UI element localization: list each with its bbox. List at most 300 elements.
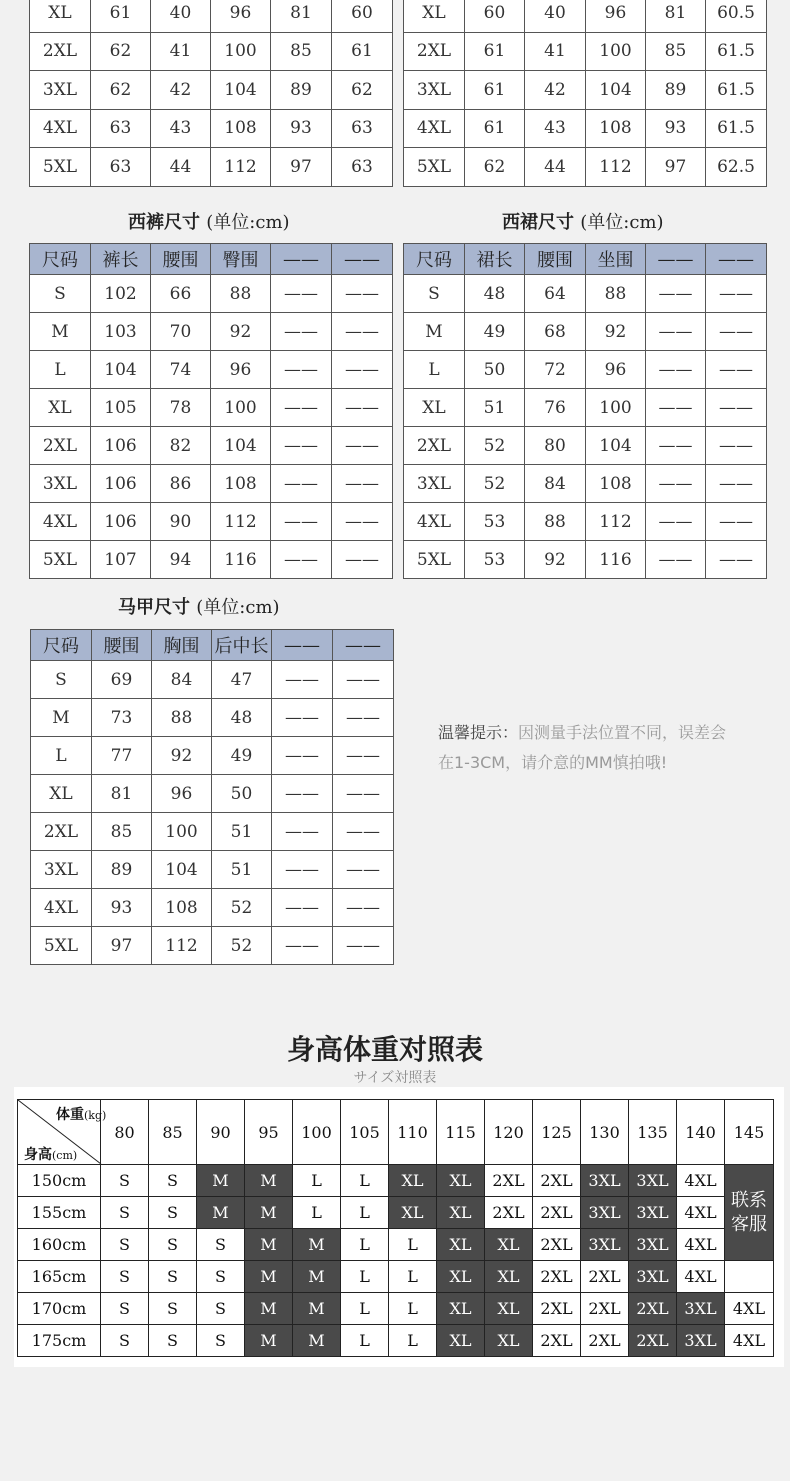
skirt-title-unit: (单位:cm) bbox=[580, 212, 664, 233]
measure-cell: —— bbox=[706, 313, 767, 351]
measure-cell: 96 bbox=[211, 351, 271, 389]
column-header: 胸围 bbox=[152, 630, 212, 661]
measure-cell: —— bbox=[706, 351, 767, 389]
size-recommendation-cell: 3XL bbox=[629, 1261, 677, 1293]
measure-cell: 49 bbox=[465, 313, 525, 351]
size-recommendation-cell: XL bbox=[437, 1197, 485, 1229]
measure-cell: 40 bbox=[151, 0, 211, 32]
size-cell: 4XL bbox=[404, 503, 465, 541]
size-cell: 3XL bbox=[30, 465, 91, 503]
measure-cell: 63 bbox=[91, 148, 151, 187]
table-row bbox=[31, 775, 394, 813]
size-cell: 5XL bbox=[404, 541, 465, 579]
size-recommendation-cell: XL bbox=[437, 1325, 485, 1357]
table-row bbox=[30, 465, 393, 503]
size-recommendation-cell: 3XL bbox=[629, 1165, 677, 1197]
weight-header-cell: 135 bbox=[629, 1100, 677, 1165]
size-cell: 2XL bbox=[404, 427, 465, 465]
size-recommendation-cell: M bbox=[245, 1165, 293, 1197]
measure-cell: 89 bbox=[92, 851, 152, 889]
size-cell: S bbox=[31, 661, 92, 699]
size-cell: M bbox=[30, 313, 91, 351]
measure-cell: 49 bbox=[212, 737, 272, 775]
measure-cell: —— bbox=[332, 427, 393, 465]
size-recommendation-cell: 3XL bbox=[677, 1293, 725, 1325]
measure-cell: 104 bbox=[586, 71, 646, 110]
table-row bbox=[30, 71, 393, 110]
measure-cell: 88 bbox=[211, 275, 271, 313]
measure-cell: 96 bbox=[211, 0, 271, 32]
size-recommendation-cell: 2XL bbox=[533, 1165, 581, 1197]
size-recommendation-cell: 2XL bbox=[581, 1293, 629, 1325]
vest-title-unit: (单位:cm) bbox=[196, 597, 280, 618]
height-axis-label bbox=[24, 1144, 77, 1164]
size-cell: XL bbox=[30, 389, 91, 427]
size-cell: XL bbox=[30, 0, 91, 32]
size-recommendation-cell: S bbox=[101, 1165, 149, 1197]
size-cell: 5XL bbox=[404, 148, 465, 187]
table-row bbox=[31, 813, 394, 851]
weight-header-cell: 105 bbox=[341, 1100, 389, 1165]
measure-cell: 100 bbox=[586, 389, 646, 427]
measure-cell: —— bbox=[646, 389, 706, 427]
measure-cell: —— bbox=[332, 389, 393, 427]
measure-cell: 62 bbox=[465, 148, 525, 187]
size-cell: 3XL bbox=[404, 465, 465, 503]
table-row bbox=[404, 389, 767, 427]
measure-cell: 104 bbox=[211, 427, 271, 465]
vest-size-table bbox=[30, 629, 394, 965]
table-row bbox=[404, 313, 767, 351]
measure-cell: —— bbox=[332, 465, 393, 503]
measure-cell: —— bbox=[646, 541, 706, 579]
pants-size-table-body bbox=[30, 244, 393, 579]
height-row bbox=[18, 1293, 774, 1325]
measure-cell: 97 bbox=[92, 927, 152, 965]
measure-cell: 74 bbox=[151, 351, 211, 389]
column-header: 坐围 bbox=[586, 244, 646, 275]
size-recommendation-cell: S bbox=[149, 1325, 197, 1357]
table-row bbox=[404, 109, 767, 148]
measure-cell: 61 bbox=[332, 32, 393, 71]
measure-cell: 61.5 bbox=[706, 32, 767, 71]
size-recommendation-cell: M bbox=[293, 1325, 341, 1357]
measure-cell: —— bbox=[646, 503, 706, 541]
height-row bbox=[18, 1325, 774, 1357]
skirt-title-text: 西裙尺寸 bbox=[502, 212, 574, 233]
measure-cell: 70 bbox=[151, 313, 211, 351]
contact-service-cell: 联系客服 bbox=[725, 1165, 774, 1261]
measure-cell: 102 bbox=[91, 275, 151, 313]
measure-cell: —— bbox=[272, 737, 333, 775]
measure-cell: 63 bbox=[91, 109, 151, 148]
height-cell: 175cm bbox=[18, 1325, 101, 1357]
measure-cell: 77 bbox=[92, 737, 152, 775]
measure-cell: 97 bbox=[271, 148, 332, 187]
measure-cell: 108 bbox=[211, 465, 271, 503]
measure-cell: —— bbox=[271, 541, 332, 579]
measure-cell: 53 bbox=[465, 541, 525, 579]
measure-cell: 48 bbox=[212, 699, 272, 737]
size-recommendation-cell: S bbox=[101, 1325, 149, 1357]
size-recommendation-cell: 4XL bbox=[677, 1197, 725, 1229]
measure-cell: 106 bbox=[91, 427, 151, 465]
measure-cell: 53 bbox=[465, 503, 525, 541]
measure-cell: 80 bbox=[525, 427, 586, 465]
measure-cell: 108 bbox=[586, 109, 646, 148]
measure-cell: —— bbox=[271, 275, 332, 313]
size-recommendation-cell: M bbox=[245, 1325, 293, 1357]
measure-cell: 88 bbox=[525, 503, 586, 541]
size-cell: 2XL bbox=[30, 427, 91, 465]
measure-cell: 96 bbox=[586, 351, 646, 389]
measure-cell: 93 bbox=[92, 889, 152, 927]
size-recommendation-cell: 4XL bbox=[677, 1261, 725, 1293]
measure-cell: 63 bbox=[332, 109, 393, 148]
table-row bbox=[404, 465, 767, 503]
size-recommendation-cell: S bbox=[197, 1293, 245, 1325]
measure-cell: 112 bbox=[211, 148, 271, 187]
height-weight-table bbox=[17, 1099, 774, 1357]
measure-cell: —— bbox=[646, 351, 706, 389]
column-header: —— bbox=[332, 244, 393, 275]
measure-cell: 100 bbox=[152, 813, 212, 851]
measure-cell: —— bbox=[271, 313, 332, 351]
weight-header-cell: 85 bbox=[149, 1100, 197, 1165]
size-recommendation-cell: 2XL bbox=[629, 1325, 677, 1357]
size-cell: M bbox=[31, 699, 92, 737]
table-row bbox=[31, 699, 394, 737]
size-recommendation-cell: S bbox=[197, 1325, 245, 1357]
size-recommendation-cell: 2XL bbox=[485, 1165, 533, 1197]
measure-cell: —— bbox=[706, 389, 767, 427]
weight-label: 体重 bbox=[56, 1107, 84, 1123]
column-header: —— bbox=[272, 630, 333, 661]
weight-header-cell: 130 bbox=[581, 1100, 629, 1165]
measure-cell: 85 bbox=[271, 32, 332, 71]
size-recommendation-cell: M bbox=[245, 1293, 293, 1325]
measure-cell: —— bbox=[271, 351, 332, 389]
table-row bbox=[404, 351, 767, 389]
size-recommendation-cell: S bbox=[149, 1197, 197, 1229]
measure-cell: 81 bbox=[646, 0, 706, 32]
pants-size-table bbox=[29, 243, 393, 579]
size-recommendation-cell: XL bbox=[485, 1325, 533, 1357]
size-recommendation-cell: 4XL bbox=[677, 1165, 725, 1197]
measure-cell: 52 bbox=[465, 427, 525, 465]
column-header: 后中长 bbox=[212, 630, 272, 661]
measure-cell: 40 bbox=[525, 0, 586, 32]
size-cell: 3XL bbox=[30, 71, 91, 110]
size-cell: 3XL bbox=[31, 851, 92, 889]
measure-cell: —— bbox=[646, 465, 706, 503]
weight-header-cell: 125 bbox=[533, 1100, 581, 1165]
measure-cell: —— bbox=[646, 427, 706, 465]
size-cell: XL bbox=[31, 775, 92, 813]
size-cell: 5XL bbox=[30, 148, 91, 187]
size-recommendation-cell: L bbox=[293, 1197, 341, 1229]
measure-cell: 60 bbox=[332, 0, 393, 32]
size-recommendation-cell: S bbox=[101, 1197, 149, 1229]
size-cell: 2XL bbox=[31, 813, 92, 851]
measure-cell: 43 bbox=[151, 109, 211, 148]
measure-cell: 73 bbox=[92, 699, 152, 737]
measure-cell: 50 bbox=[212, 775, 272, 813]
column-header: 裤长 bbox=[91, 244, 151, 275]
size-cell: L bbox=[30, 351, 91, 389]
measure-cell: 66 bbox=[151, 275, 211, 313]
size-recommendation-cell: 3XL bbox=[581, 1197, 629, 1229]
weight-header-cell: 110 bbox=[389, 1100, 437, 1165]
measure-cell: 108 bbox=[586, 465, 646, 503]
table-row bbox=[31, 889, 394, 927]
height-cell: 150cm bbox=[18, 1165, 101, 1197]
size-recommendation-cell: S bbox=[149, 1293, 197, 1325]
size-chart-subtitle: サイズ対照表 bbox=[353, 1070, 437, 1086]
table-row bbox=[30, 32, 393, 71]
measure-cell: 62 bbox=[91, 32, 151, 71]
size-recommendation-cell: M bbox=[293, 1261, 341, 1293]
measure-cell: 112 bbox=[586, 503, 646, 541]
weight-header-cell: 95 bbox=[245, 1100, 293, 1165]
height-label: 身高 bbox=[24, 1147, 52, 1163]
column-header: 腰围 bbox=[151, 244, 211, 275]
size-cell: 2XL bbox=[404, 32, 465, 71]
measure-cell: —— bbox=[333, 851, 394, 889]
column-header: 尺码 bbox=[404, 244, 465, 275]
measure-cell: 90 bbox=[151, 503, 211, 541]
weight-header-cell: 120 bbox=[485, 1100, 533, 1165]
size-recommendation-cell: S bbox=[149, 1165, 197, 1197]
size-recommendation-cell: XL bbox=[437, 1229, 485, 1261]
measure-cell: 60.5 bbox=[706, 0, 767, 32]
size-recommendation-cell: XL bbox=[437, 1293, 485, 1325]
measure-cell: 64 bbox=[525, 275, 586, 313]
size-recommendation-cell: L bbox=[341, 1197, 389, 1229]
size-cell: 5XL bbox=[30, 541, 91, 579]
tip-text: 因测量手法位置不同，误差会在1-3CM，请介意的MM慎拍哦! bbox=[438, 723, 727, 772]
size-recommendation-cell: L bbox=[389, 1261, 437, 1293]
measure-cell: 61 bbox=[465, 32, 525, 71]
size-recommendation-cell: L bbox=[341, 1261, 389, 1293]
coat-size-table-body bbox=[404, 0, 767, 186]
measure-cell: 104 bbox=[211, 71, 271, 110]
size-recommendation-cell: 2XL bbox=[581, 1325, 629, 1357]
weight-header-row bbox=[18, 1100, 774, 1165]
measure-cell: 52 bbox=[465, 465, 525, 503]
size-recommendation-cell: 4XL bbox=[725, 1325, 774, 1357]
table-row bbox=[404, 427, 767, 465]
pants-title-text: 西裤尺寸 bbox=[128, 212, 200, 233]
size-recommendation-cell: L bbox=[389, 1293, 437, 1325]
size-recommendation-cell: XL bbox=[485, 1293, 533, 1325]
size-recommendation-cell: S bbox=[149, 1261, 197, 1293]
measure-cell: 88 bbox=[586, 275, 646, 313]
table-row bbox=[404, 541, 767, 579]
table-row bbox=[31, 661, 394, 699]
table-row bbox=[30, 148, 393, 187]
height-row bbox=[18, 1229, 774, 1261]
measure-cell: —— bbox=[272, 775, 333, 813]
measure-cell: —— bbox=[706, 275, 767, 313]
size-recommendation-cell: S bbox=[149, 1229, 197, 1261]
size-cell: S bbox=[30, 275, 91, 313]
measure-cell: 89 bbox=[646, 71, 706, 110]
table-row bbox=[31, 737, 394, 775]
table-row bbox=[30, 0, 393, 32]
measure-cell: —— bbox=[706, 427, 767, 465]
measure-cell: 44 bbox=[151, 148, 211, 187]
coat-size-table bbox=[403, 0, 767, 187]
size-recommendation-cell: 2XL bbox=[533, 1261, 581, 1293]
measure-cell: 100 bbox=[586, 32, 646, 71]
weight-unit: (kg) bbox=[84, 1109, 107, 1122]
measure-cell: 97 bbox=[646, 148, 706, 187]
measure-cell: 51 bbox=[212, 813, 272, 851]
measure-cell: —— bbox=[706, 503, 767, 541]
size-recommendation-cell: XL bbox=[437, 1261, 485, 1293]
size-recommendation-cell: M bbox=[245, 1197, 293, 1229]
table-row bbox=[31, 851, 394, 889]
weight-header-cell: 80 bbox=[101, 1100, 149, 1165]
measure-cell: —— bbox=[272, 851, 333, 889]
size-recommendation-cell: L bbox=[341, 1293, 389, 1325]
measure-cell: 43 bbox=[525, 109, 586, 148]
measure-cell: —— bbox=[271, 389, 332, 427]
measure-cell: 100 bbox=[211, 32, 271, 71]
height-unit: (cm) bbox=[52, 1149, 78, 1162]
measure-cell: 63 bbox=[332, 148, 393, 187]
column-header: 裙长 bbox=[465, 244, 525, 275]
measurement-tip bbox=[438, 718, 738, 778]
measure-cell: 42 bbox=[151, 71, 211, 110]
measure-cell: —— bbox=[332, 275, 393, 313]
size-chart-title: 身高体重对照表 bbox=[286, 1033, 483, 1066]
table-row bbox=[30, 427, 393, 465]
height-row bbox=[18, 1197, 774, 1229]
size-cell: 4XL bbox=[30, 503, 91, 541]
measure-cell: 51 bbox=[465, 389, 525, 427]
size-recommendation-cell: XL bbox=[389, 1197, 437, 1229]
measure-cell: —— bbox=[646, 275, 706, 313]
measure-cell: 62 bbox=[91, 71, 151, 110]
measure-cell: 52 bbox=[212, 889, 272, 927]
vest-size-table-header-row bbox=[31, 630, 394, 661]
measure-cell: 92 bbox=[525, 541, 586, 579]
skirt-size-table-body bbox=[404, 244, 767, 579]
size-recommendation-cell: S bbox=[101, 1261, 149, 1293]
measure-cell: 78 bbox=[151, 389, 211, 427]
size-recommendation-cell: 2XL bbox=[533, 1325, 581, 1357]
size-recommendation-cell: L bbox=[389, 1229, 437, 1261]
measure-cell: 41 bbox=[525, 32, 586, 71]
measure-cell: —— bbox=[271, 503, 332, 541]
measure-cell: 44 bbox=[525, 148, 586, 187]
measure-cell: 96 bbox=[152, 775, 212, 813]
size-recommendation-cell: M bbox=[245, 1229, 293, 1261]
skirt-size-table bbox=[403, 243, 767, 579]
measure-cell: 100 bbox=[211, 389, 271, 427]
size-recommendation-cell: 2XL bbox=[533, 1229, 581, 1261]
jacket-size-table bbox=[29, 0, 393, 187]
table-row bbox=[30, 541, 393, 579]
measure-cell: 106 bbox=[91, 503, 151, 541]
size-recommendation-cell: 4XL bbox=[677, 1229, 725, 1261]
measure-cell: 51 bbox=[212, 851, 272, 889]
measure-cell: 93 bbox=[646, 109, 706, 148]
size-cell: 4XL bbox=[404, 109, 465, 148]
table-corner-cell bbox=[18, 1100, 107, 1165]
measure-cell: 61 bbox=[91, 0, 151, 32]
measure-cell: 50 bbox=[465, 351, 525, 389]
weight-header-cell: 100 bbox=[293, 1100, 341, 1165]
measure-cell: —— bbox=[333, 927, 394, 965]
measure-cell: —— bbox=[333, 889, 394, 927]
size-recommendation-cell: M bbox=[245, 1261, 293, 1293]
size-cell: M bbox=[404, 313, 465, 351]
measure-cell: 84 bbox=[152, 661, 212, 699]
measure-cell: 76 bbox=[525, 389, 586, 427]
measure-cell: 107 bbox=[91, 541, 151, 579]
table-row bbox=[404, 0, 767, 32]
skirt-size-table-header-row bbox=[404, 244, 767, 275]
size-cell: L bbox=[31, 737, 92, 775]
size-recommendation-cell: M bbox=[197, 1197, 245, 1229]
vest-size-table-body bbox=[31, 630, 394, 965]
measure-cell: —— bbox=[332, 541, 393, 579]
measure-cell: 68 bbox=[525, 313, 586, 351]
measure-cell: 62.5 bbox=[706, 148, 767, 187]
size-cell: XL bbox=[404, 389, 465, 427]
table-row bbox=[30, 275, 393, 313]
table-row bbox=[404, 32, 767, 71]
measure-cell: 82 bbox=[151, 427, 211, 465]
size-recommendation-cell: XL bbox=[437, 1165, 485, 1197]
table-row bbox=[31, 927, 394, 965]
measure-cell: —— bbox=[332, 351, 393, 389]
measure-cell: —— bbox=[272, 661, 333, 699]
size-recommendation-cell: M bbox=[293, 1229, 341, 1261]
column-header: —— bbox=[706, 244, 767, 275]
tip-label: 温馨提示： bbox=[438, 723, 519, 742]
measure-cell: 106 bbox=[91, 465, 151, 503]
measure-cell: —— bbox=[332, 503, 393, 541]
measure-cell: 61 bbox=[465, 109, 525, 148]
size-cell: 4XL bbox=[30, 109, 91, 148]
size-recommendation-cell bbox=[725, 1261, 774, 1293]
measure-cell: —— bbox=[272, 927, 333, 965]
size-recommendation-cell: S bbox=[197, 1261, 245, 1293]
measure-cell: —— bbox=[272, 889, 333, 927]
measure-cell: 93 bbox=[271, 109, 332, 148]
height-cell: 160cm bbox=[18, 1229, 101, 1261]
size-cell: S bbox=[404, 275, 465, 313]
size-recommendation-cell: 2XL bbox=[485, 1197, 533, 1229]
table-row bbox=[404, 148, 767, 187]
measure-cell: 105 bbox=[91, 389, 151, 427]
measure-cell: 88 bbox=[152, 699, 212, 737]
size-recommendation-cell: XL bbox=[485, 1261, 533, 1293]
measure-cell: 104 bbox=[152, 851, 212, 889]
measure-cell: 52 bbox=[212, 927, 272, 965]
measure-cell: —— bbox=[646, 313, 706, 351]
measure-cell: 96 bbox=[586, 0, 646, 32]
column-header: —— bbox=[646, 244, 706, 275]
measure-cell: 108 bbox=[152, 889, 212, 927]
size-recommendation-cell: L bbox=[293, 1165, 341, 1197]
size-recommendation-cell: M bbox=[197, 1165, 245, 1197]
measure-cell: 62 bbox=[332, 71, 393, 110]
